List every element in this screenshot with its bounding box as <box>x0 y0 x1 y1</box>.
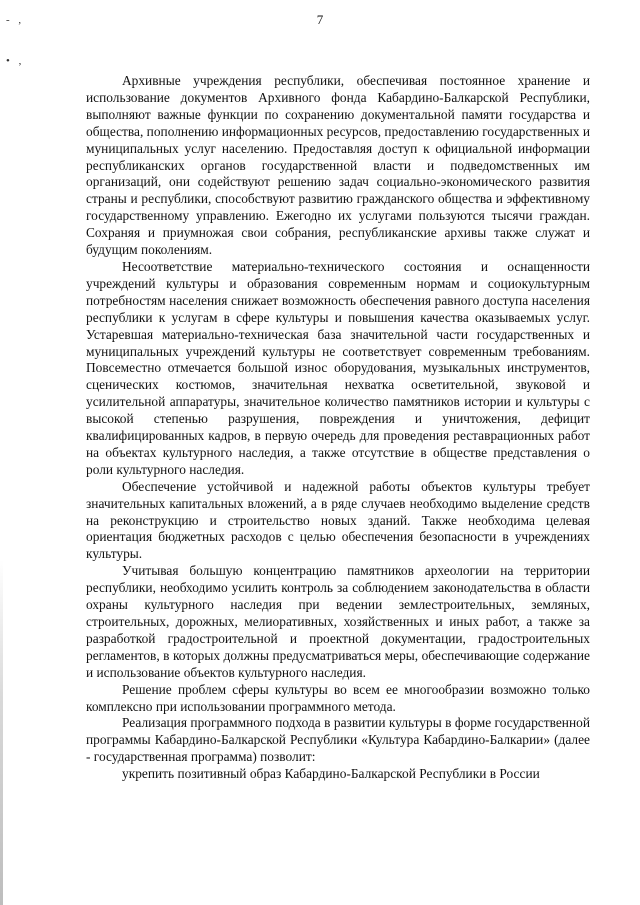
scan-artifact-mark: • , <box>6 55 25 67</box>
paragraph-program-approach: Реализация программного подхода в развитии культуры в форме государственной программы Кабардино-Балкарской Республики «Культура Кабардино-Балкарии» (далее - государственная программа) позволит: <box>86 715 590 765</box>
paragraph-archives: Архивные учреждения республики, обеспечивая постоянное хранение и использование документов Архивного фонда Кабардино-Балкарской Республики, выполняют важные функции по сохранению документальной памяти государства и общества, пополнению информационных ресурсов, предоставлению государственных и муниципальных услуг населению. Предоставляя доступ к официальной информации республиканских органов государственной власти и подведомственных им организаций, они содействуют решению задач социально-экономического развития страны и республики, способствуют развитию гражданского общества и эффективному государственному управлению. Ежегодно их услугами пользуются тысячи граждан. Сохраняя и приумножая свои собрания, республиканские архивы также служат и будущим поколениям. <box>86 73 591 258</box>
document-body <box>86 73 590 783</box>
paragraph-archaeology: Учитывая большую концентрацию памятников археологии на территории республики, необходимо усилить контроль за соблюдением законодательства в области охраны культурного наследия при ведении землестроительных, земляных, строительных, дорожных, мелиоративных, хозяйственных и иных работ, а также за разработкой градостроительной и проектной документации, градостроительных регламентов, в которых должны предусматриваться меры, обеспечивающие содержание и использование объектов культурного наследия. <box>86 563 590 680</box>
binding-shadow <box>0 560 3 905</box>
paragraph-material-base: Несоответствие материально-технического состояния и оснащенности учреждений культуры и образования современным нормам и социокультурным потребностям населения снижает возможность обеспечения равного доступа населения республики к услугам в сфере культуры и повышения качества оказываемых услуг. Устаревшая материально-техническая база значительной части государственных и муниципальных учреждений культуры не соответствует современным требованиям. Повсеместно отмечается большой износ оборудования, музыкальных инструментов, сценических костюмов, значительная нехватка осветительной, звуковой и усилительной аппаратуры, значительное количество памятников истории и культуры с высокой степенью разрушения, повреждения и уничтожения, дефицит квалифицированных кадров, в первую очередь для проведения реставрационных работ на объектах культурного наследия, а также отсутствие в обществе представления о роли культурного наследия. <box>86 258 590 477</box>
page-number: 7 <box>316 12 324 27</box>
paragraph-image-russia: укрепить позитивный образ Кабардино-Балкарской Республики в России <box>122 766 540 782</box>
scan-artifact-mark: - , <box>6 14 25 26</box>
paragraph-funding: Обеспечение устойчивой и надежной работы объектов культуры требует значительных капитальных вложений, а в ряде случаев необходимо выделение средств на реконструкцию и строительство новых зданий. Также необходима целевая ориентация бюджетных расходов с целью обеспечения безопасности в учреждениях культуры. <box>86 478 590 562</box>
paragraph-program-method: Решение проблем сферы культуры во всем ее многообразии возможно только комплексно при использовании программного метода. <box>86 681 590 714</box>
